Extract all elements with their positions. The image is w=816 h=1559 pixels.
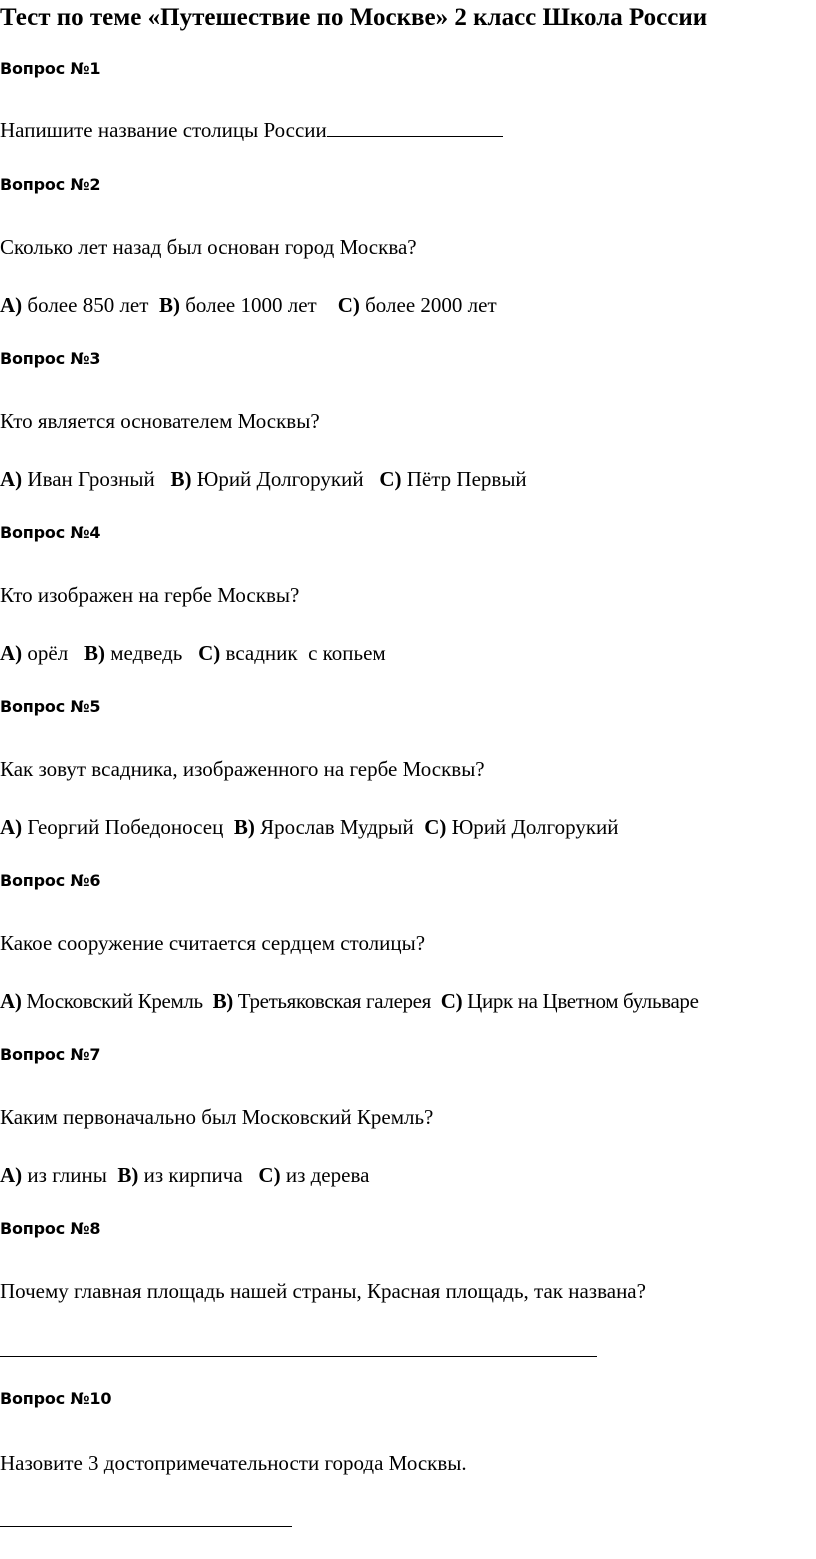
- option-a[interactable]: А) из глины: [0, 1163, 118, 1187]
- question-2-heading: Вопрос №2: [0, 175, 101, 194]
- question-1-text: [0, 116, 503, 144]
- question-10-text: Назовите 3 достопримечательности города Москвы.: [0, 1451, 467, 1475]
- question-4-heading: Вопрос №4: [0, 523, 101, 542]
- question-7-options: [0, 1161, 369, 1189]
- option-a[interactable]: А) более 850 лет: [0, 293, 159, 317]
- question-7-heading: Вопрос №7: [0, 1045, 101, 1064]
- option-a[interactable]: А) Иван Грозный: [0, 467, 171, 491]
- question-5-text: Как зовут всадника, изображенного на гербе Москвы?: [0, 757, 485, 781]
- question-3-options: [0, 465, 527, 493]
- option-a[interactable]: А) орёл: [0, 641, 84, 665]
- option-b[interactable]: В) Ярослав Мудрый: [233, 815, 425, 839]
- option-b[interactable]: В) более 1000 лет: [158, 293, 338, 317]
- question-6-text: Какое сооружение считается сердцем столицы?: [0, 931, 426, 955]
- question-8-text: Почему главная площадь нашей страны, Красная площадь, так названа?: [0, 1279, 646, 1303]
- question-4-options: [0, 639, 386, 667]
- option-a[interactable]: А) Георгий Победоносец: [0, 815, 234, 839]
- question-2-options: [0, 291, 497, 319]
- option-c[interactable]: С) всадник с копьем: [198, 641, 386, 665]
- question-5-heading: Вопрос №5: [0, 697, 101, 716]
- option-b[interactable]: В) Юрий Долгорукий: [170, 467, 380, 491]
- option-c[interactable]: С) Цирк на Цветном бульваре: [440, 989, 699, 1013]
- question-8-answer-line[interactable]: [0, 1356, 597, 1357]
- question-1-prompt: Напишите название столицы России: [0, 118, 327, 142]
- question-10-answer-line[interactable]: [0, 1526, 292, 1527]
- option-b[interactable]: В) Третьяковская галерея: [212, 989, 441, 1013]
- document-title: Тест по теме «Путешествие по Москве» 2 класс Школа России: [0, 4, 708, 31]
- question-2-text: Сколько лет назад был основан город Москва?: [0, 235, 417, 259]
- question-7-text: Каким первоначально был Московский Кремль?: [0, 1105, 434, 1129]
- option-c[interactable]: С) более 2000 лет: [337, 293, 497, 317]
- question-1-answer-blank[interactable]: [327, 116, 503, 137]
- question-3-heading: Вопрос №3: [0, 349, 101, 368]
- question-5-options: [0, 813, 619, 841]
- question-10-heading: Вопрос №10: [0, 1389, 112, 1408]
- question-6-heading: Вопрос №6: [0, 871, 101, 890]
- option-a[interactable]: А) Московский Кремль: [0, 989, 213, 1013]
- option-b[interactable]: В) медведь: [83, 641, 199, 665]
- option-c[interactable]: С) Юрий Долгорукий: [424, 815, 619, 839]
- question-4-text: Кто изображен на гербе Москвы?: [0, 583, 300, 607]
- question-1-heading: Вопрос №1: [0, 59, 101, 78]
- option-b[interactable]: В) из кирпича: [117, 1163, 259, 1187]
- question-8-heading: Вопрос №8: [0, 1219, 101, 1238]
- option-c[interactable]: С) Пётр Первый: [379, 467, 527, 491]
- option-c[interactable]: С) из дерева: [258, 1163, 370, 1187]
- question-3-text: Кто является основателем Москвы?: [0, 409, 320, 433]
- question-6-options: [0, 987, 699, 1015]
